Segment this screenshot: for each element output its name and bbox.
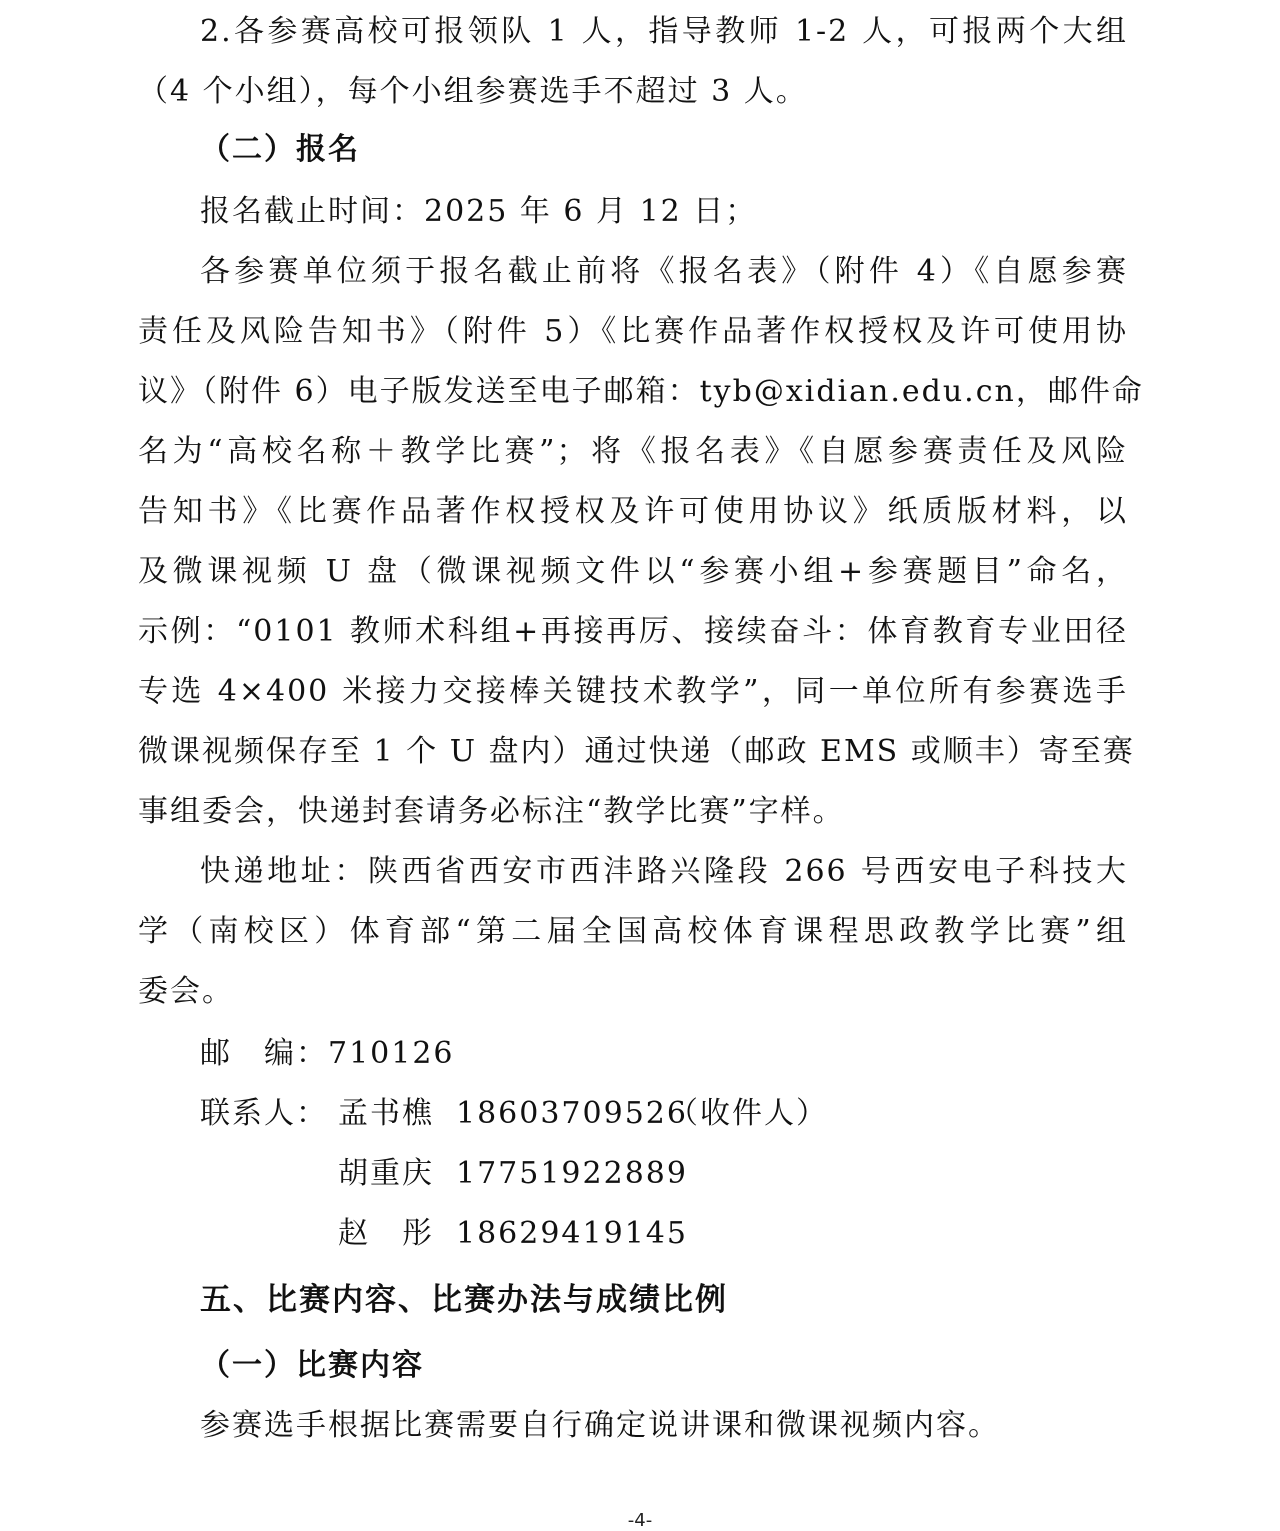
paragraph-line: 微课视频保存至 1 个 U 盘内）通过快递（邮政 EMS 或顺丰）寄至赛 bbox=[138, 734, 1135, 769]
paragraph-line: 议》（附件 6）电子版发送至电子邮箱：tyb@xidian.edu.cn，邮件命 bbox=[138, 374, 1144, 409]
paragraph-line: 名为“高校名称＋教学比赛”；将《报名表》《自愿参赛责任及风险 bbox=[138, 434, 1128, 469]
paragraph-line: 示例：“0101 教师术科组+再接再厉、接续奋斗：体育教育专业田径 bbox=[138, 614, 1128, 649]
paragraph-line: （4 个小组），每个小组参赛选手不超过 3 人。 bbox=[138, 74, 808, 109]
address-line: 快递地址：陕西省西安市西沣路兴隆段 266 号西安电子科技大 bbox=[200, 854, 1128, 889]
contact-row bbox=[0, 1084, 1280, 1144]
section-heading-registration: （二）报名 bbox=[200, 132, 360, 167]
paragraph-line: 责任及风险告知书》（附件 5）《比赛作品著作权授权及许可使用协 bbox=[138, 314, 1128, 349]
address-line: 委会。 bbox=[138, 974, 234, 1009]
contact-note: （收件人） bbox=[668, 1096, 828, 1131]
paragraph-line: 事组委会，快递封套请务必标注“教学比赛”字样。 bbox=[138, 794, 845, 829]
contact-row bbox=[0, 1144, 1280, 1204]
contact-row bbox=[0, 1204, 1280, 1264]
contact-label: 联系人： bbox=[200, 1096, 328, 1131]
contact-name: 孟书樵 bbox=[338, 1096, 434, 1131]
paragraph-line: 2.各参赛高校可报领队 1 人，指导教师 1-2 人，可报两个大组 bbox=[200, 14, 1128, 49]
paragraph-line: 各参赛单位须于报名截止前将《报名表》（附件 4）《自愿参赛 bbox=[200, 254, 1128, 289]
page-number: -4- bbox=[627, 1510, 653, 1531]
contact-name: 胡重庆 bbox=[338, 1156, 434, 1191]
contact-phone: 18603709526 bbox=[456, 1096, 688, 1131]
contact-phone: 17751922889 bbox=[456, 1156, 688, 1191]
section-heading-5: 五、比赛内容、比赛办法与成绩比例 bbox=[200, 1282, 728, 1318]
paragraph-line: 及微课视频 U 盘（微课视频文件以“参赛小组+参赛题目”命名， bbox=[138, 554, 1128, 589]
registration-deadline: 报名截止时间：2025 年 6 月 12 日； bbox=[200, 194, 758, 229]
subsection-heading-content: （一）比赛内容 bbox=[200, 1348, 424, 1383]
address-line: 学（南校区）体育部“第二届全国高校体育课程思政教学比赛”组 bbox=[138, 914, 1128, 949]
contact-phone: 18629419145 bbox=[456, 1216, 688, 1251]
section-body: 参赛选手根据比赛需要自行确定说讲课和微课视频内容。 bbox=[200, 1408, 1000, 1443]
contact-name: 赵 彤 bbox=[338, 1216, 434, 1251]
paragraph-line: 告知书》《比赛作品著作权授权及许可使用协议》纸质版材料，以 bbox=[138, 494, 1128, 529]
postcode: 邮 编：710126 bbox=[200, 1036, 455, 1071]
paragraph-line: 专选 4×400 米接力交接棒关键技术教学”，同一单位所有参赛选手 bbox=[138, 674, 1128, 709]
